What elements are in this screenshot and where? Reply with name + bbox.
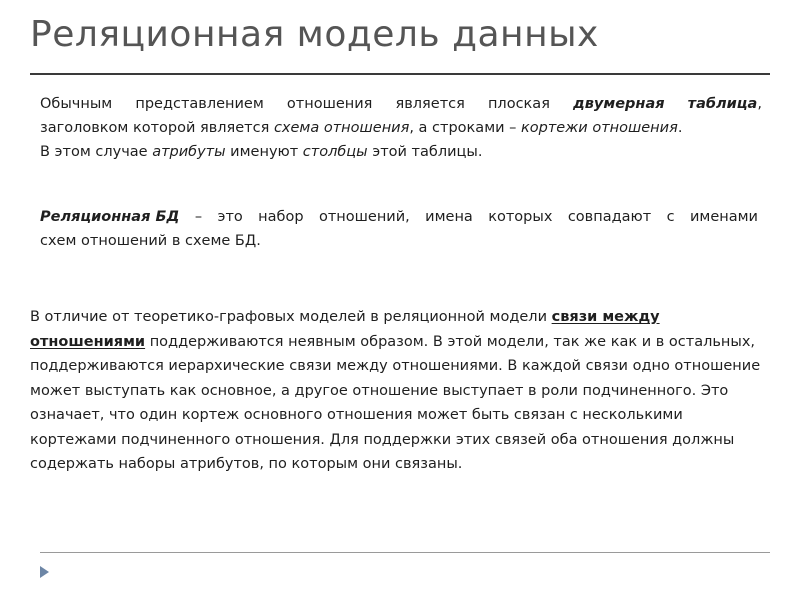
word: отношений, — [318, 209, 410, 225]
paragraph-line — [40, 205, 758, 229]
paragraph-line — [40, 116, 762, 140]
word: – — [194, 209, 203, 225]
word: именами — [689, 209, 758, 225]
paragraph-line — [40, 92, 762, 116]
word: является — [395, 96, 465, 112]
title-divider — [30, 73, 770, 75]
word: с — [666, 209, 675, 225]
slide-title: Реляционная модель данных — [30, 14, 599, 55]
word: это — [217, 209, 243, 225]
term-columns: столбцы — [302, 144, 368, 160]
term-attributes: атрибуты — [152, 144, 226, 160]
word: отношения — [286, 96, 373, 112]
term-schema: схема отношения — [273, 120, 410, 136]
text: именуют — [225, 144, 303, 160]
word: представлением — [135, 96, 264, 112]
punctuation: , — [757, 96, 762, 112]
paragraph-relations-links — [30, 305, 770, 477]
word: Обычным — [40, 96, 113, 112]
word: которых — [488, 209, 553, 225]
paragraph-line: схем отношений в схеме БД. — [40, 233, 261, 249]
term-tuples: кортежи отношения — [521, 120, 678, 136]
text: В этом случае — [40, 144, 153, 160]
triangle-bullet-icon — [40, 566, 49, 578]
term-relations-links: связи между отношениями — [30, 309, 660, 350]
footer-divider — [40, 552, 770, 553]
term-relational-db: Реляционная БД — [40, 209, 180, 225]
word: набор — [258, 209, 304, 225]
text: поддерживаются неявным образом. В этой модели, так же как и в остальных, поддерживаются иерархические связи между отношениями. В каждой связи одно отношение может выступать как основное, а другое отношение выступает в роли подчиненного. Это означает, что один кортеж основного отношения может быть связан с несколькими кортежами подчиненного отношения. Для поддержки этих связей оба отношения должны содержать наборы атрибутов, по которым они связаны. — [30, 333, 761, 472]
paragraph-line — [40, 140, 762, 164]
text: заголовком которой является — [40, 120, 274, 136]
paragraph-table-representation — [40, 92, 762, 164]
term-2d: двумерная — [573, 96, 665, 112]
paragraph-relational-db — [40, 205, 758, 253]
word: имена — [425, 209, 473, 225]
text: В отличие от теоретико-графовых моделей в реляционной модели — [30, 309, 552, 325]
text: этой таблицы. — [367, 144, 483, 160]
word: плоская — [487, 96, 550, 112]
term-table: таблица — [687, 96, 758, 112]
text: , а строками – — [409, 120, 522, 136]
word: совпадают — [567, 209, 652, 225]
text: . — [677, 120, 683, 136]
term-table-group — [688, 92, 762, 116]
